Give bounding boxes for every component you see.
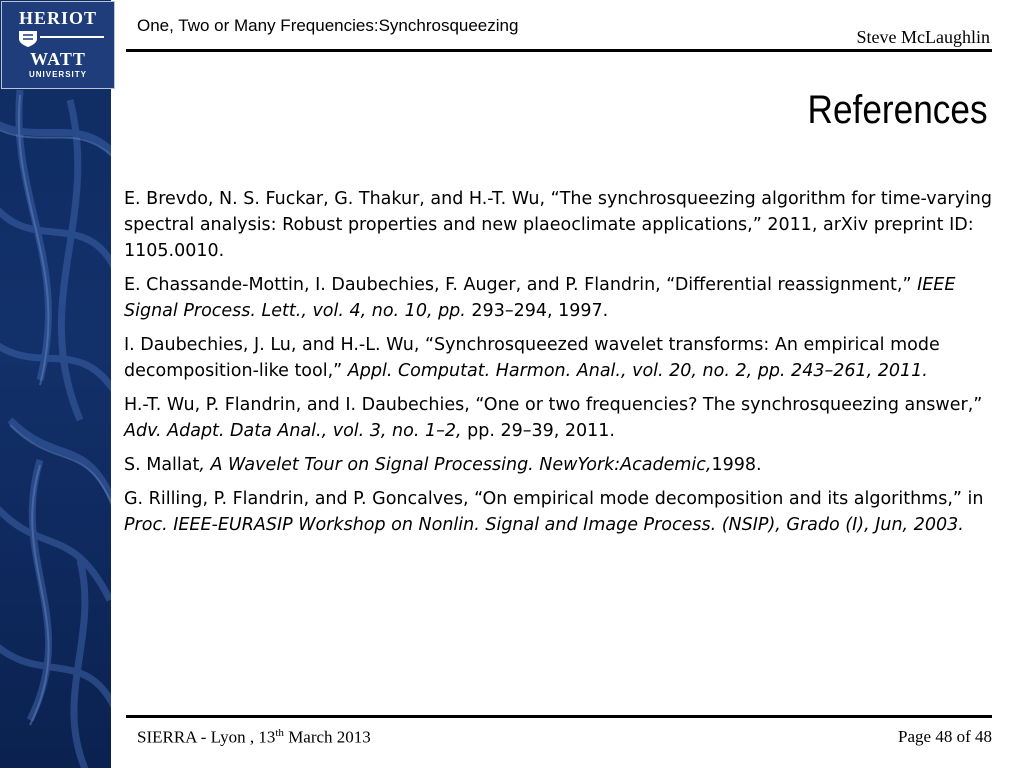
slide-title: References	[807, 88, 988, 132]
footer-event	[137, 727, 371, 748]
reference-source: Adv. Adapt. Data Anal., vol. 3, no. 1–2,	[124, 421, 462, 441]
reference-source: Appl. Computat. Harmon. Anal., vol. 20, no. 2, pp. 243–261, 2011.	[347, 361, 928, 381]
reference-item	[124, 486, 992, 538]
reference-text: I. Daubechies, J. Lu, and H.-L. Wu, “Synchrosqueezed wavelet transforms: An empirical mode decomposition-like tool,”	[124, 335, 940, 381]
reference-text: S. Mallat	[124, 455, 200, 475]
left-decorative-band	[0, 0, 111, 768]
header-author: Steve McLaughlin	[856, 27, 990, 47]
reference-text: G. Rilling, P. Flandrin, and P. Goncalves, “On empirical mode decomposition and its algorithms,” in	[124, 489, 984, 509]
reference-tail: 1998.	[711, 455, 762, 475]
reference-tail: pp. 29–39, 2011.	[461, 421, 615, 441]
footer-rule	[126, 715, 992, 718]
reference-tail: 293–294, 1997.	[465, 301, 609, 321]
reference-item	[124, 452, 992, 478]
logo-text-heriot: HERIOT	[18, 8, 98, 28]
reference-item	[124, 332, 992, 384]
reference-source: Proc. IEEE-EURASIP Workshop on Nonlin. Signal and Image Process. (NSIP), Grado (I), Jun, 2003.	[124, 515, 964, 535]
heriot-watt-logo	[1, 1, 115, 89]
reference-text: E. Brevdo, N. S. Fuckar, G. Thakur, and H.-T. Wu, “The synchrosqueezing algorithm for time-varying spectral analysis: Robust properties and new plaeoclimate applications,” 2011, arXiv preprint ID: 1105.0010.	[124, 189, 993, 261]
reference-item	[124, 186, 992, 264]
chain-pattern	[0, 0, 111, 768]
reference-source: IEEE Signal Process. Lett., vol. 4, no. 10, pp.	[124, 275, 956, 321]
logo-text-university: UNIVERSITY	[28, 70, 87, 79]
reference-item	[124, 392, 992, 444]
page-number: Page 48 of 48	[898, 727, 992, 746]
reference-source: , A Wavelet Tour on Signal Processing. NewYork:Academic,	[199, 455, 712, 475]
header-title: One, Two or Many Frequencies:Synchrosqueezing	[137, 16, 519, 35]
footer-date-suffix: th	[275, 727, 284, 739]
footer-event-name: SIERRA - Lyon , 13	[137, 727, 276, 747]
footer-date: March 2013	[283, 727, 371, 747]
crest-icon	[18, 30, 38, 48]
reference-text: E. Chassande-Mottin, I. Daubechies, F. Auger, and P. Flandrin, “Differential reassignment,”	[124, 275, 918, 295]
reference-text: H.-T. Wu, P. Flandrin, and I. Daubechies, “One or two frequencies? The synchrosqueezing answer,”	[124, 395, 983, 415]
references-list	[124, 186, 992, 546]
logo-text-watt: WATT	[30, 49, 86, 69]
logo-divider	[40, 36, 104, 38]
header-rule	[126, 49, 992, 52]
reference-item	[124, 272, 992, 324]
